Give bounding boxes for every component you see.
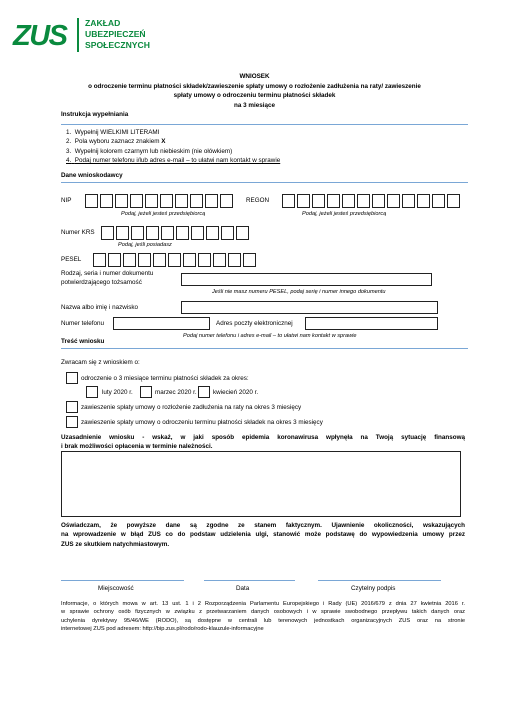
nip-hint: Podaj, jeżeli jesteś przedsiębiorcą — [121, 211, 206, 217]
place-caption: Miejscowość — [98, 585, 134, 592]
declaration: Oświadczam, że powyższe dane są zgodne ze stanem faktycznym. Ujawnienie okoliczności, wskazujących na wprowadzenie w błąd ZUS co do podstaw udzielenia ulgi, stanowić może podstawę do wypowiedzenia umowy przez ZUS ze skutkiem natychmiastowym. — [61, 522, 465, 548]
contact-hint: Podaj numer telefonu i adres e-mail – to ułatwi nam kontakt w sprawie — [183, 333, 357, 339]
divider — [61, 182, 468, 183]
form-title-line-3: na 3 miesiące — [234, 101, 275, 109]
phone-label: Numer telefonu — [61, 320, 105, 327]
logo-line-3: SPOŁECZNYCH — [85, 40, 150, 50]
justification-label: Uzasadnienie wniosku - wskaż, w jaki sposób epidemia koronawirusa wpłynęła na Twoją sytuację finansową i brak możliwości opłacenia w terminie należności. — [61, 434, 465, 450]
regon-label: REGON — [246, 197, 270, 204]
document-hint: Jeśli nie masz numeru PESEL, podaj serię i numer innego dokumentu — [212, 289, 386, 295]
option-installment-checkbox[interactable] — [66, 401, 78, 413]
signature-caption: Czytelny podpis — [351, 585, 396, 592]
regon-hint: Podaj, jeżeli jesteś przedsiębiorcą — [302, 211, 387, 217]
place-line — [61, 580, 184, 581]
pesel-label: PESEL — [61, 256, 82, 263]
month-apr-label: kwiecień 2020 r. — [213, 389, 259, 396]
gdpr-footer: Informacje, o których mowa w art. 13 ust. 1 i 2 Rozporządzenia Parlamentu Europejskiego i Rady (UE) 2016/679 z dnia 27 kwietnia 2016 r. w sprawie ochrony osób fizycznych w związku z przetwarzaniem danych osobowych i w sprawie swobodnego przepływu takich danych oraz uchylenia dyrektywy 95/46/WE (RODO), są dostępne w centrali lub terenowych jednostkach organizacyjnych ZUS oraz na stronie internetowej ZUS pod adresem: http://bip.zus.pl/rodo/rodo-klauzule-informacyjne — [61, 601, 465, 633]
instructions-heading: Instrukcja wypełniania — [61, 111, 129, 118]
document-label: Rodzaj, seria i numer dokumentu potwierdzającego tożsamość — [61, 270, 154, 286]
option-installment-label: zawieszenie spłaty umowy o rozłożenie zadłużenia na raty na okres 3 miesięcy — [81, 404, 302, 411]
email-input[interactable] — [305, 317, 438, 330]
nip-label: NIP — [61, 197, 72, 204]
logo-line-1: ZAKŁAD — [85, 18, 121, 28]
month-apr-checkbox[interactable] — [198, 386, 210, 398]
mark-x: X — [161, 138, 166, 146]
krs-hint: Podaj, jeśli posiadasz — [118, 242, 172, 248]
month-mar-checkbox[interactable] — [140, 386, 152, 398]
signature-line — [318, 580, 441, 581]
logo-line-2: UBEZPIECZEŃ — [85, 29, 146, 39]
month-feb-checkbox[interactable] — [86, 386, 98, 398]
name-label: Nazwa albo imię i nazwisko — [61, 304, 138, 311]
instruction-item-3: 3. Wypełnij kolorem czarnym lub niebieskim (nie ołówkiem) — [66, 147, 233, 155]
name-input[interactable] — [181, 301, 438, 314]
request-intro: Zwracam się z wnioskiem o: — [61, 359, 140, 366]
divider — [61, 348, 468, 349]
logo-divider — [77, 18, 79, 52]
date-line — [204, 580, 295, 581]
instructions-list — [66, 128, 280, 166]
divider — [61, 124, 468, 125]
form-title-line-2: spłaty umowy o odroczeniu terminu płatności składek — [173, 92, 336, 100]
option-suspension-checkbox[interactable] — [66, 416, 78, 428]
form-title-line-1: o odroczenie terminu płatności składek/zawieszenie spłaty umowy o rozłożenie zadłużenia na raty/ zawieszenie — [88, 82, 421, 90]
option-deferral-checkbox[interactable] — [66, 372, 78, 384]
request-heading: Treść wniosku — [61, 338, 105, 345]
krs-label: Numer KRS — [61, 229, 95, 236]
option-suspension-label: zawieszenie spłaty umowy o odroczeniu terminu płatności składek na okres 3 miesięcy — [81, 419, 323, 426]
month-feb-label: luty 2020 r. — [102, 389, 133, 396]
instruction-item-2: 2. Pola wyboru zaznacz znakiem X — [66, 138, 166, 146]
email-label: Adres poczty elektronicznej — [216, 320, 293, 327]
document-input[interactable] — [181, 273, 432, 286]
zus-logo-mark: ZUS — [13, 20, 67, 52]
instruction-item-1: 1. Wypełnij WIELKIMI LITERAMI — [66, 129, 160, 136]
date-caption: Data — [236, 585, 250, 592]
instruction-item-4: 4. Podaj numer telefonu i/lub adres e-mail – to ułatwi nam kontakt w sprawie — [66, 157, 281, 165]
zus-logo-text — [85, 18, 150, 51]
option-deferral-label: odroczenie o 3 miesiące terminu płatności składek za okres: — [81, 375, 249, 382]
applicant-heading: Dane wnioskodawcy — [61, 172, 123, 179]
phone-input[interactable] — [113, 317, 210, 330]
form-title — [50, 72, 459, 110]
month-mar-label: marzec 2020 r. — [155, 389, 197, 396]
form-title-main: WNIOSEK — [239, 73, 270, 80]
justification-textarea[interactable] — [61, 451, 461, 517]
